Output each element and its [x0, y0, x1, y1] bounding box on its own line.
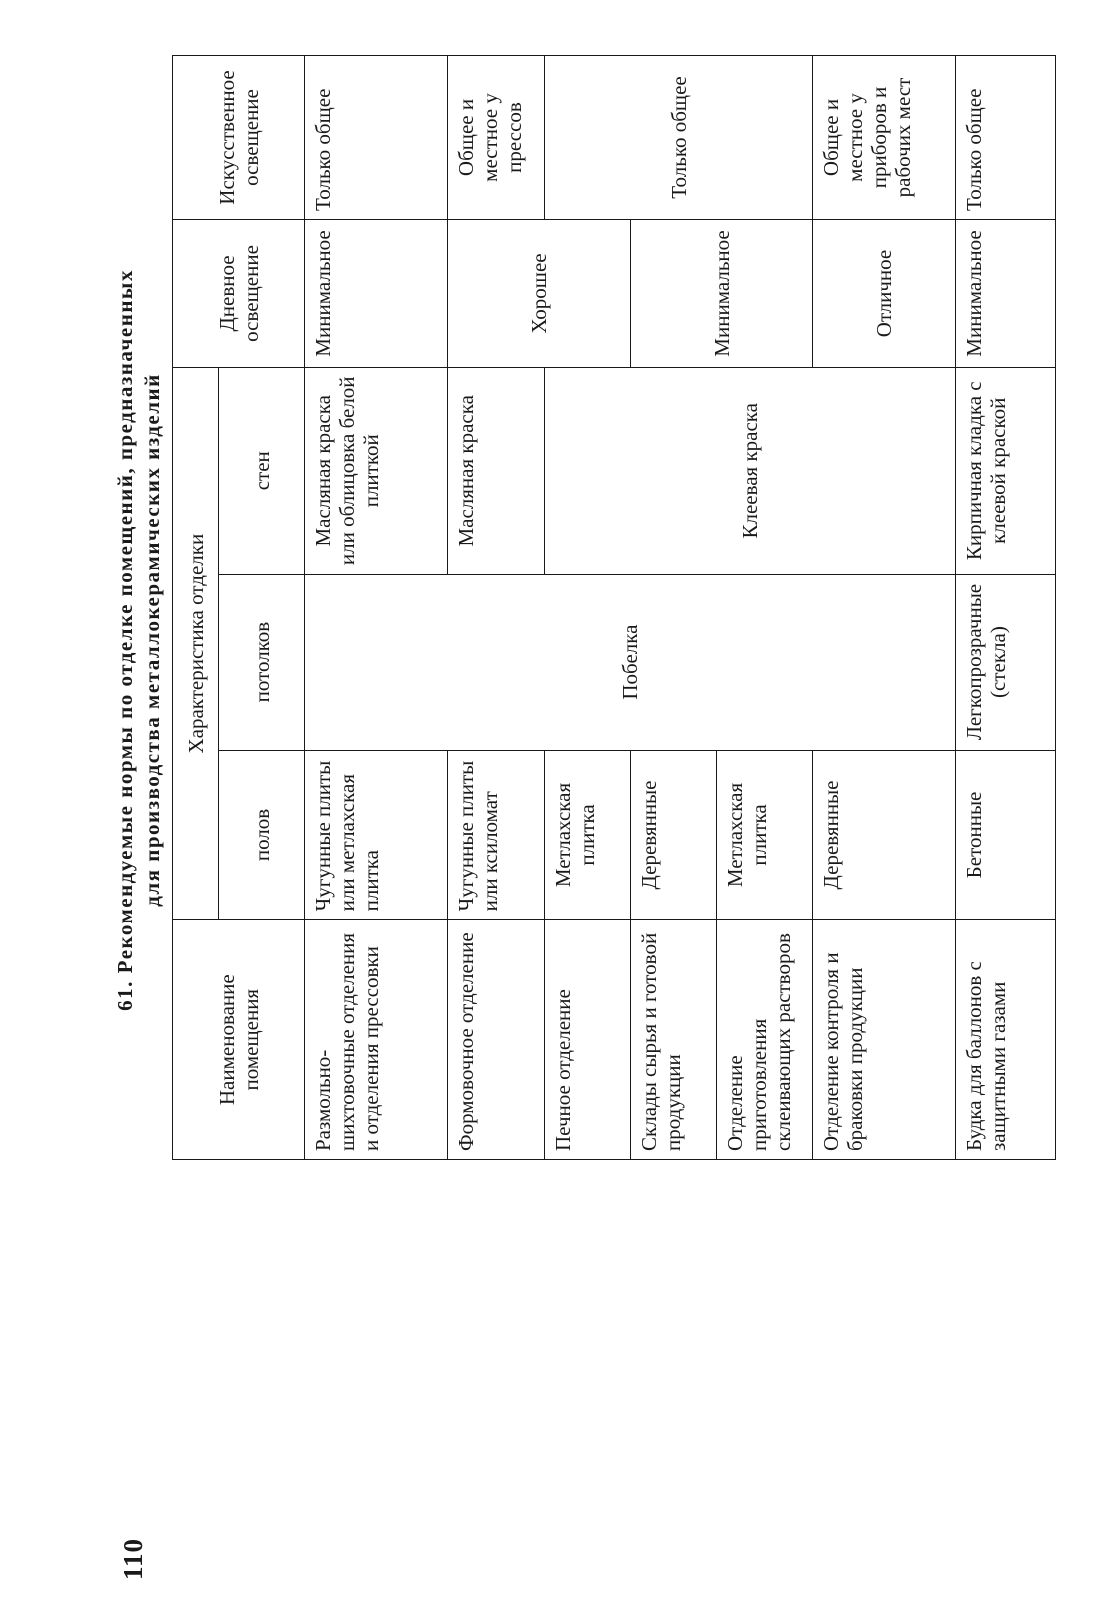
header-artificial: Искусственное освещение	[173, 56, 305, 220]
header-finish: Характеристика отделки	[173, 367, 219, 919]
row-7-floor: Бетонные	[956, 750, 1056, 920]
header-walls: стен	[219, 367, 305, 574]
row-4-floor: Деревянные	[631, 750, 717, 920]
row-2-3-daylight: Хорошее	[448, 219, 631, 367]
row-1-walls: Масляная краска или облицовка белой плиткой	[305, 367, 448, 574]
row-1-daylight: Минимальное	[305, 219, 448, 367]
row-2-floor: Чугунные плиты или ксиломат	[448, 750, 545, 920]
table-title	[112, 110, 166, 1170]
header-daylight: Дневное освещение	[173, 219, 305, 367]
row-4-5-daylight: Минимальное	[631, 219, 813, 367]
row-3-room: Печное отделение	[545, 920, 631, 1160]
row-2-artificial: Общее и местное у прессов	[448, 56, 545, 220]
row-1-artificial: Только общее	[305, 56, 448, 220]
row-5-floor: Метлахская плитка	[717, 750, 813, 920]
row-5-room: Отделение приготовления склеивающих растворов	[717, 920, 813, 1160]
ceiling-pobelka: Побелка	[305, 574, 956, 750]
row-7-daylight: Минимальное	[956, 219, 1056, 367]
row-1-room: Размольно-шихтовочные отделения и отделения прессовки	[305, 920, 448, 1160]
row-3-5-artificial: Только общее	[545, 56, 813, 220]
row-2-walls: Масляная краска	[448, 367, 545, 574]
title-line-1: 61. Рекомендуемые нормы по отделке помещений, предназначенных	[113, 269, 137, 1011]
row-3-floor: Метлахская плитка	[545, 750, 631, 920]
row-6-room: Отделение контроля и браковки продукции	[813, 920, 956, 1160]
row-1-floor: Чугунные плиты или метлахская плитка	[305, 750, 448, 920]
header-floors: полов	[219, 750, 305, 920]
walls-kleevaya: Клеевая краска	[545, 367, 956, 574]
row-7-room: Будка для баллонов с защитными газами	[956, 920, 1056, 1160]
row-2-room: Формовочное отделение	[448, 920, 545, 1160]
row-6-artificial: Общее и местное у приборов и рабочих мест	[813, 56, 956, 220]
row-4-room: Склады сырья и готовой продукции	[631, 920, 717, 1160]
header-ceilings: потолков	[219, 574, 305, 750]
finishing-norms-table	[172, 55, 1056, 1160]
page-number: 110	[118, 1537, 148, 1580]
row-6-daylight: Отличное	[813, 219, 956, 367]
row-7-artificial: Только общее	[956, 56, 1056, 220]
row-7-walls: Кирпичная кладка с клеевой краской	[956, 367, 1056, 574]
row-7-ceiling: Легкопрозрачные (стекла)	[956, 574, 1056, 750]
title-line-2: для производства металлокерамических изделий	[140, 373, 164, 907]
header-room: Наименование помещения	[173, 920, 305, 1160]
row-6-floor: Деревянные	[813, 750, 956, 920]
